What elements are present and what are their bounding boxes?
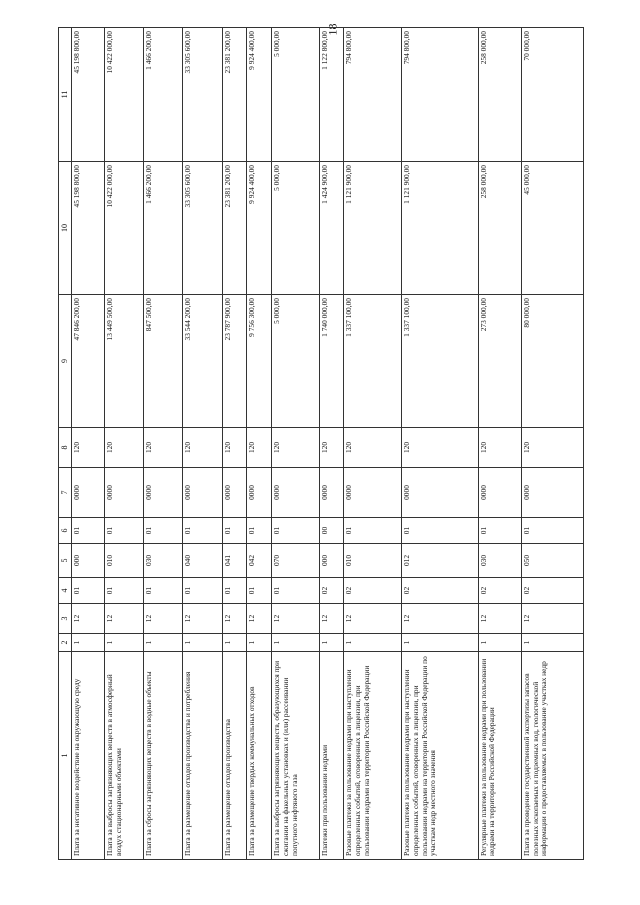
cell-col-10: 10 422 000,00	[105, 162, 144, 295]
cell-col-11: 1 122 800,00	[319, 28, 344, 162]
cell-col-4: 02	[521, 578, 583, 604]
cell-col-4: 01	[183, 578, 222, 604]
rotated-table-frame	[58, 28, 584, 860]
table-container	[58, 28, 584, 860]
cell-col-11: 23 381 200,00	[222, 28, 247, 162]
row-name-cell: Плата за сбросы загрязняющих веществ в водные объекты	[144, 652, 183, 860]
cell-col-2: 1	[319, 634, 344, 652]
cell-col-10: 5 000,00	[272, 162, 319, 295]
row-name-cell: Разовые платежи за пользование недрами при наступлении определенных событий, оговоренных в лицензии, при пользовании недрами на территории Российской Федерации по участкам недр местного значения	[402, 652, 478, 860]
col-header-9: 9	[59, 295, 72, 428]
cell-col-7: 0000	[222, 468, 247, 518]
cell-col-10: 1 121 900,00	[344, 162, 402, 295]
cell-col-4: 02	[344, 578, 402, 604]
table-row	[478, 28, 521, 860]
col-header-11: 11	[59, 28, 72, 162]
cell-col-9: 273 000,00	[478, 295, 521, 428]
cell-col-9: 1 337 100,00	[344, 295, 402, 428]
table-row	[222, 28, 247, 860]
cell-col-8: 120	[272, 428, 319, 468]
cell-col-11: 45 198 800,00	[72, 28, 105, 162]
cell-col-7: 0000	[344, 468, 402, 518]
cell-col-6: 01	[105, 518, 144, 544]
row-name-cell: Плата за размещение отходов производства	[222, 652, 247, 860]
cell-col-10: 45 198 800,00	[72, 162, 105, 295]
cell-col-6: 01	[402, 518, 478, 544]
col-header-4: 4	[59, 578, 72, 604]
cell-col-4: 01	[144, 578, 183, 604]
cell-col-7: 0000	[144, 468, 183, 518]
cell-col-7: 0000	[272, 468, 319, 518]
cell-col-11: 5 000,00	[272, 28, 319, 162]
cell-col-11: 794 800,00	[344, 28, 402, 162]
cell-col-10: 1 424 900,00	[319, 162, 344, 295]
cell-col-3: 12	[344, 604, 402, 634]
table-row	[183, 28, 222, 860]
cell-col-2: 1	[344, 634, 402, 652]
cell-col-11: 258 000,00	[478, 28, 521, 162]
cell-col-8: 120	[521, 428, 583, 468]
cell-col-6: 01	[247, 518, 272, 544]
table-row	[247, 28, 272, 860]
col-header-7: 7	[59, 468, 72, 518]
cell-col-9: 847 500,00	[144, 295, 183, 428]
cell-col-9: 5 000,00	[272, 295, 319, 428]
cell-col-2: 1	[402, 634, 478, 652]
table-row	[344, 28, 402, 860]
cell-col-2: 1	[144, 634, 183, 652]
col-header-2: 2	[59, 634, 72, 652]
cell-col-5: 000	[319, 544, 344, 578]
cell-col-10: 23 381 200,00	[222, 162, 247, 295]
cell-col-5: 012	[402, 544, 478, 578]
cell-col-10: 1 466 200,00	[144, 162, 183, 295]
cell-col-10: 9 924 400,00	[247, 162, 272, 295]
cell-col-4: 01	[105, 578, 144, 604]
cell-col-3: 12	[144, 604, 183, 634]
cell-col-6: 01	[222, 518, 247, 544]
cell-col-5: 030	[144, 544, 183, 578]
cell-col-2: 1	[247, 634, 272, 652]
cell-col-9: 9 756 300,00	[247, 295, 272, 428]
row-name-cell: Разовые платежи за пользование недрами при наступлении определенных событий, оговоренных в лицензии, при пользовании недрами на территории Российской Федерации	[344, 652, 402, 860]
cell-col-7: 0000	[105, 468, 144, 518]
cell-col-6: 01	[183, 518, 222, 544]
cell-col-5: 010	[344, 544, 402, 578]
cell-col-7: 0000	[521, 468, 583, 518]
cell-col-4: 02	[402, 578, 478, 604]
cell-col-2: 1	[478, 634, 521, 652]
cell-col-9: 1 337 100,00	[402, 295, 478, 428]
cell-col-9: 47 846 200,00	[72, 295, 105, 428]
cell-col-9: 13 449 500,00	[105, 295, 144, 428]
cell-col-10: 1 121 900,00	[402, 162, 478, 295]
cell-col-11: 70 000,00	[521, 28, 583, 162]
cell-col-11: 33 305 600,00	[183, 28, 222, 162]
cell-col-3: 12	[72, 604, 105, 634]
cell-col-11: 794 800,00	[402, 28, 478, 162]
cell-col-3: 12	[319, 604, 344, 634]
cell-col-2: 1	[521, 634, 583, 652]
col-header-8: 8	[59, 428, 72, 468]
cell-col-3: 12	[105, 604, 144, 634]
cell-col-2: 1	[222, 634, 247, 652]
cell-col-3: 12	[183, 604, 222, 634]
row-name-cell: Регулярные платежи за пользование недрами при пользовании недрами на территории Российской Федерации	[478, 652, 521, 860]
cell-col-9: 33 544 200,00	[183, 295, 222, 428]
cell-col-5: 010	[105, 544, 144, 578]
table-row	[319, 28, 344, 860]
cell-col-8: 120	[402, 428, 478, 468]
row-name-cell: Плата за проведение государственной экспертизы запасов полезных ископаемых и подземных вод, геологической информации о предоставляемых в пользование участках недр	[521, 652, 583, 860]
cell-col-5: 070	[272, 544, 319, 578]
cell-col-6: 01	[144, 518, 183, 544]
cell-col-10: 45 000,00	[521, 162, 583, 295]
table-row	[72, 28, 105, 860]
table-row	[272, 28, 319, 860]
table-row	[105, 28, 144, 860]
cell-col-8: 120	[222, 428, 247, 468]
cell-col-3: 12	[521, 604, 583, 634]
cell-col-8: 120	[478, 428, 521, 468]
cell-col-3: 12	[272, 604, 319, 634]
column-number-row	[59, 28, 72, 860]
cell-col-8: 120	[183, 428, 222, 468]
cell-col-8: 120	[319, 428, 344, 468]
col-header-6: 6	[59, 518, 72, 544]
cell-col-7: 0000	[319, 468, 344, 518]
row-name-cell: Платежи при пользовании недрами	[319, 652, 344, 860]
cell-col-5: 000	[72, 544, 105, 578]
row-name-cell: Плата за размещение твердых коммунальных отходов	[247, 652, 272, 860]
cell-col-7: 0000	[478, 468, 521, 518]
cell-col-4: 02	[319, 578, 344, 604]
col-header-1: 1	[59, 652, 72, 860]
cell-col-8: 120	[144, 428, 183, 468]
cell-col-8: 120	[105, 428, 144, 468]
cell-col-3: 12	[478, 604, 521, 634]
cell-col-7: 0000	[402, 468, 478, 518]
cell-col-5: 041	[222, 544, 247, 578]
col-header-3: 3	[59, 604, 72, 634]
cell-col-11: 9 924 400,00	[247, 28, 272, 162]
budget-revenue-table	[58, 27, 584, 860]
cell-col-5: 030	[478, 544, 521, 578]
cell-col-9: 1 740 000,00	[319, 295, 344, 428]
cell-col-4: 02	[478, 578, 521, 604]
cell-col-7: 0000	[183, 468, 222, 518]
cell-col-4: 01	[72, 578, 105, 604]
row-name-cell: Плата за выбросы загрязняющих веществ, образующихся при сжигании на факельных установках и (или) рассеивании попутного нефтяного газа	[272, 652, 319, 860]
cell-col-4: 01	[247, 578, 272, 604]
col-header-10: 10	[59, 162, 72, 295]
row-name-cell: Плата за негативное воздействие на окружающую среду	[72, 652, 105, 860]
cell-col-2: 1	[72, 634, 105, 652]
cell-col-3: 12	[402, 604, 478, 634]
cell-col-10: 33 305 600,00	[183, 162, 222, 295]
cell-col-6: 00	[319, 518, 344, 544]
cell-col-7: 0000	[72, 468, 105, 518]
row-name-cell: Плата за размещение отходов производства и потребления	[183, 652, 222, 860]
table-row	[144, 28, 183, 860]
cell-col-4: 01	[272, 578, 319, 604]
cell-col-6: 01	[72, 518, 105, 544]
cell-col-8: 120	[72, 428, 105, 468]
cell-col-3: 12	[222, 604, 247, 634]
cell-col-6: 01	[478, 518, 521, 544]
cell-col-2: 1	[272, 634, 319, 652]
cell-col-2: 1	[183, 634, 222, 652]
table-row	[402, 28, 478, 860]
cell-col-10: 258 000,00	[478, 162, 521, 295]
col-header-5: 5	[59, 544, 72, 578]
cell-col-5: 040	[183, 544, 222, 578]
cell-col-5: 042	[247, 544, 272, 578]
page-number-text: 18	[325, 23, 340, 35]
cell-col-5: 050	[521, 544, 583, 578]
cell-col-6: 01	[521, 518, 583, 544]
cell-col-8: 120	[344, 428, 402, 468]
cell-col-9: 80 000,00	[521, 295, 583, 428]
cell-col-9: 23 787 900,00	[222, 295, 247, 428]
cell-col-11: 10 422 000,00	[105, 28, 144, 162]
cell-col-2: 1	[105, 634, 144, 652]
cell-col-6: 01	[344, 518, 402, 544]
cell-col-6: 01	[272, 518, 319, 544]
cell-col-8: 120	[247, 428, 272, 468]
cell-col-7: 0000	[247, 468, 272, 518]
row-name-cell: Плата за выбросы загрязняющих веществ в атмосферный воздух стационарными объектами	[105, 652, 144, 860]
cell-col-4: 01	[222, 578, 247, 604]
table-row	[521, 28, 583, 860]
cell-col-3: 12	[247, 604, 272, 634]
cell-col-11: 1 466 200,00	[144, 28, 183, 162]
